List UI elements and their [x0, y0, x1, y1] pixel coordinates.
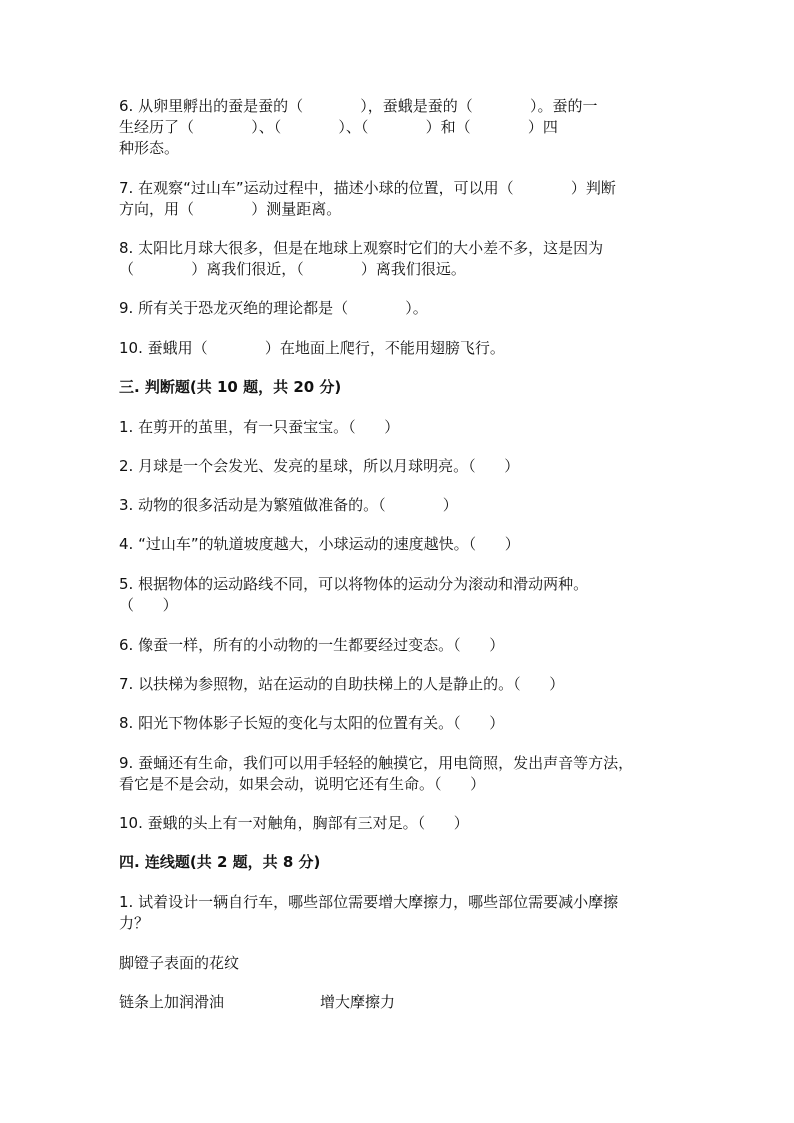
judge-q1: 1. 在剪开的茧里，有一只蚕宝宝。（ ）	[119, 418, 400, 436]
judge-q8: 8. 阳光下物体影子长短的变化与太阳的位置有关。（ ）	[119, 714, 505, 732]
judge-q6: 6. 像蚕一样，所有的小动物的一生都要经过变态。（ ）	[119, 636, 505, 654]
judge-q5-line2: （ ）	[119, 596, 178, 614]
match-q1-line1: 1. 试着设计一辆自行车，哪些部位需要增大摩擦力，哪些部位需要减小摩擦	[119, 893, 619, 911]
match-left-item: 链条上加润滑油	[119, 993, 225, 1011]
match-q1-line2: 力？	[119, 914, 150, 932]
match-right-item: 增大摩擦力	[320, 993, 396, 1011]
judge-q7: 7. 以扶梯为参照物，站在运动的自助扶梯上的人是静止的。（ ）	[119, 675, 565, 693]
judge-q3: 3. 动物的很多活动是为繁殖做准备的。（ ）	[119, 496, 458, 514]
fill-q6-line3: 种形态。	[119, 139, 180, 157]
section-heading-judge: 三. 判断题(共 10 题，共 20 分)	[119, 378, 342, 396]
fill-q7-line2: 方向，用（ ）测量距离。	[119, 200, 342, 218]
judge-q9-line2: 看它是不是会动，如果会动，说明它还有生命。（ ）	[119, 775, 486, 793]
section-heading-match: 四. 连线题(共 2 题，共 8 分)	[119, 853, 321, 871]
match-left-item: 脚镫子表面的花纹	[119, 954, 240, 972]
fill-q7-line1: 7. 在观察“过山车”运动过程中，描述小球的位置，可以用（ ）判断	[119, 179, 616, 197]
judge-q9-line1: 9. 蚕蛹还有生命，我们可以用手轻轻的触摸它，用电筒照，发出声音等方法，	[119, 754, 634, 772]
fill-q6-line2: 生经历了（ ）、（ ）、（ ）和（ ）四	[119, 118, 558, 136]
judge-q5-line1: 5. 根据物体的运动路线不同，可以将物体的运动分为滚动和滑动两种。	[119, 575, 589, 593]
judge-q10: 10. 蚕蛾的头上有一对触角，胸部有三对足。（ ）	[119, 814, 469, 832]
fill-q8-line2: （ ）离我们很近，（ ）离我们很远。	[119, 260, 466, 278]
fill-q8-line1: 8. 太阳比月球大很多，但是在地球上观察时它们的大小差不多，这是因为	[119, 239, 604, 257]
judge-q4: 4. “过山车”的轨道坡度越大，小球运动的速度越快。（ ）	[119, 535, 520, 553]
fill-q10: 10. 蚕蛾用（ ）在地面上爬行，不能用翅膀飞行。	[119, 339, 505, 357]
fill-q9: 9. 所有关于恐龙灭绝的理论都是（ ）。	[119, 299, 428, 317]
fill-q6-line1: 6. 从卵里孵出的蚕是蚕的（ ），蚕蛾是蚕的（ ）。蚕的一	[119, 97, 598, 115]
judge-q2: 2. 月球是一个会发光、发亮的星球，所以月球明亮。（ ）	[119, 457, 520, 475]
